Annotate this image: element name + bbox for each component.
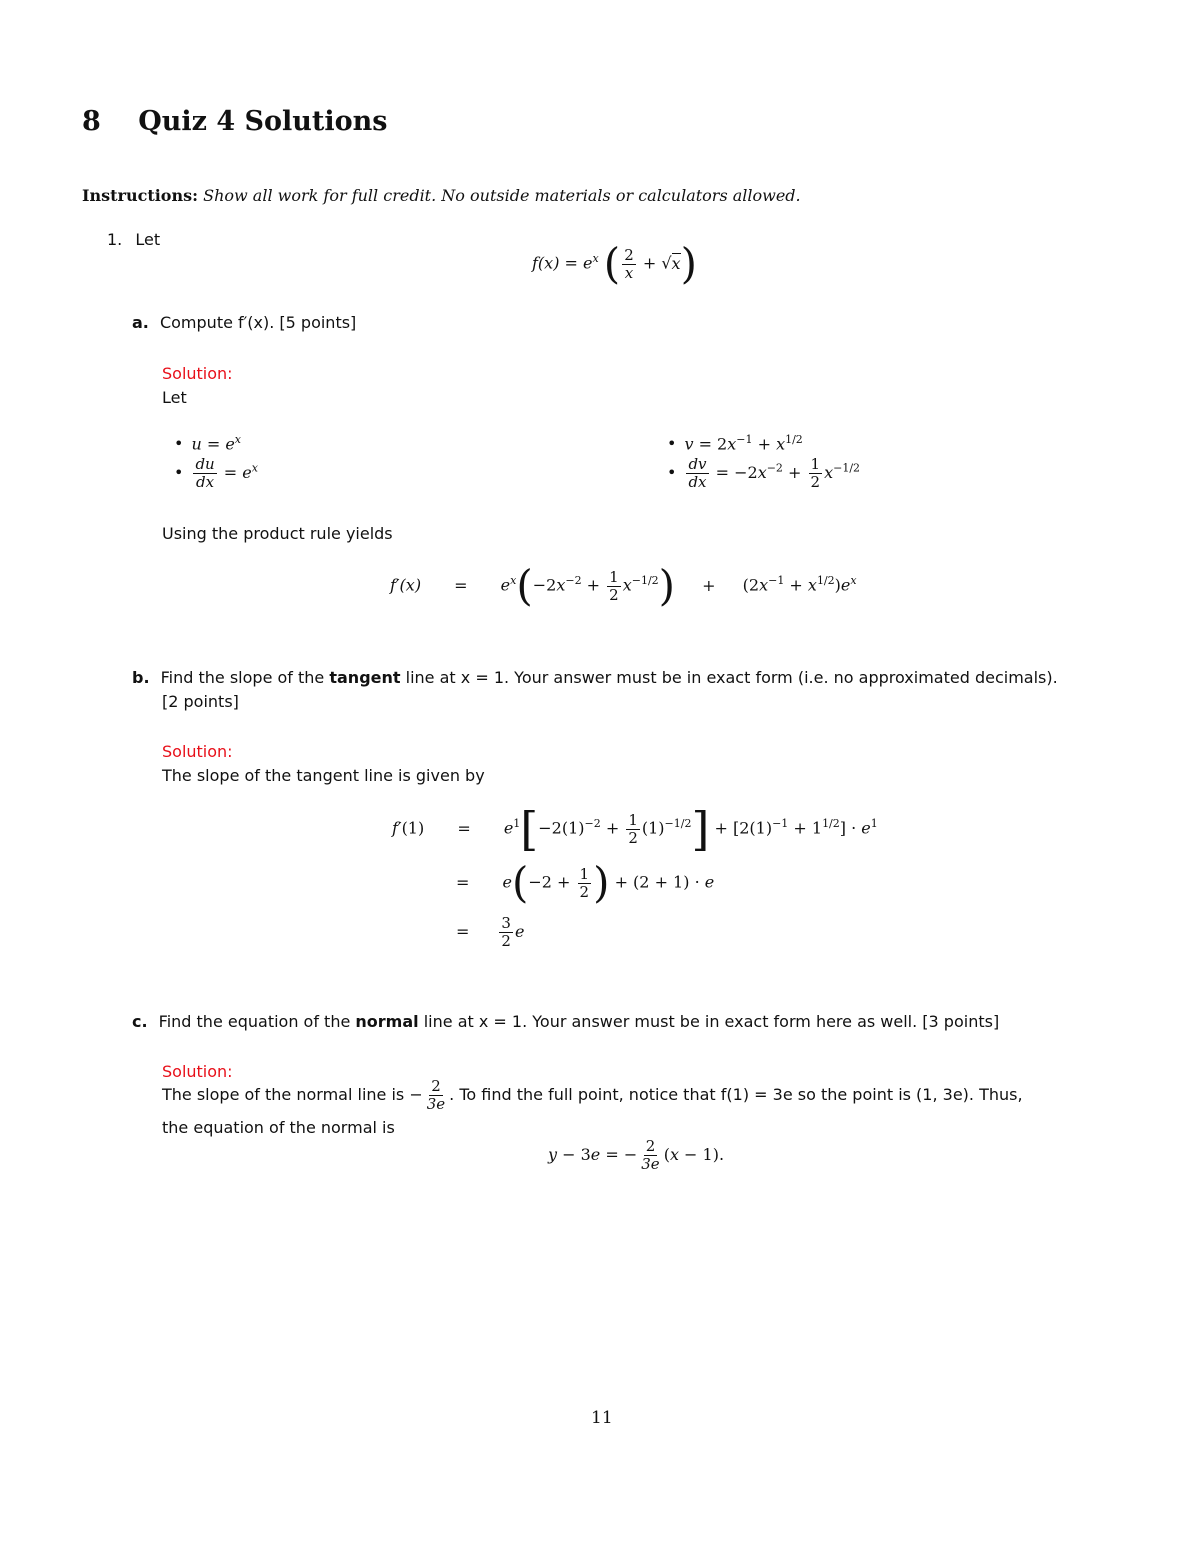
product-rule-text: Using the product rule yields [162,524,393,543]
slope-line-2: = e(−2 + $\frac{1}{2}$ ) + (2 + 1) · e [456,858,715,907]
part-a-text: Compute f′(x). [5 points] [159,313,357,332]
part-c-sol-3: the equation of the normal is [162,1118,395,1137]
part-b-bold: tangent [329,668,401,687]
instructions-text: Show all work for full credit. No outside materials or calculators allowed. [203,186,801,205]
slope-line-1: $f'(1) = e^1[-2(1)^{-2}$ + $\frac{1}{2}$ $(1)^{-1/2}] + [2(1)^{-1} + 1^{1/2}] \cdot e^1$ [392,802,878,856]
part-c-bold: normal [355,1012,419,1031]
part-a-let: Let [162,388,187,407]
part-c-sol-2: . To find the full point, notice that f(1) = 3e so the point is (1, 3e). Thus, [449,1085,1023,1104]
instructions-label: Instructions: [82,186,199,205]
section-title: Quiz 4 Solutions [138,106,388,137]
part-b-question [132,668,1132,687]
section-heading [82,106,388,137]
problem-number-text: 1. [107,230,123,249]
part-c-solution-label: Solution: [162,1062,233,1081]
problem-number [107,230,160,249]
bullet-v: • $v = 2x^{-1} + x^{1/2}$ [667,433,803,454]
bullet-u: • $u = e^x$ [174,433,242,454]
derivative-equation: $f'(x) = e^x(-2x^{-2}$ + $\frac{1}{2}$ $x^{-1/2}) + (2x^{-1} + x^{1/2})e^x$ [390,561,857,610]
part-c-text-1: Find the equation of the [158,1012,351,1031]
bullet-dv: • $\frac{dv}{dx}$ = $-2x^{-2}$ + $\frac{1}{2}$ $x^{-1/2}$ [667,455,861,491]
function-definition: $f(x) = e^x$ ( $\frac{2}{x}$ + √x) [532,239,697,288]
page-number: 11 [591,1408,613,1428]
instructions [82,186,801,205]
part-b-points: [2 points] [162,692,239,711]
part-b-text-2: line at x = 1. Your answer must be in exact form (i.e. no approximated decimals). [405,668,1058,687]
normal-line-equation: y − 3e = − $\frac{2}{3e}$ (x − 1). [548,1137,725,1173]
problem-intro: Let [135,230,161,249]
section-number: 8 [82,106,101,137]
part-c-label: c. [132,1012,148,1031]
part-c-sol-1: The slope of the normal line is [162,1085,405,1104]
part-c-solution-text: The slope of the normal line is − $\frac{2}{3e}$ . To find the full point, notice that f(1) = 3e so the point is (1, 3e). Thus, [162,1077,1023,1113]
part-a-question [132,313,356,332]
part-b-label: b. [132,668,150,687]
part-a-solution-label: Solution: [162,364,233,383]
part-b-text-1: Find the slope of the [160,668,325,687]
function-lhs: f(x) = e [532,253,593,273]
part-b-solution-label: Solution: [162,742,233,761]
slope-line-3: = $\frac{3}{2}$ e [456,914,525,950]
part-b-solution-text: The slope of the tangent line is given by [162,766,485,785]
part-c-text-2: line at x = 1. Your answer must be in exact form here as well. [3 points] [423,1012,1000,1031]
function-exp: x [592,252,599,266]
part-a-label: a. [132,313,149,332]
part-c-question [132,1012,1132,1031]
bullet-du: • $\frac{du}{dx}$ = $e^x$ [174,455,258,491]
